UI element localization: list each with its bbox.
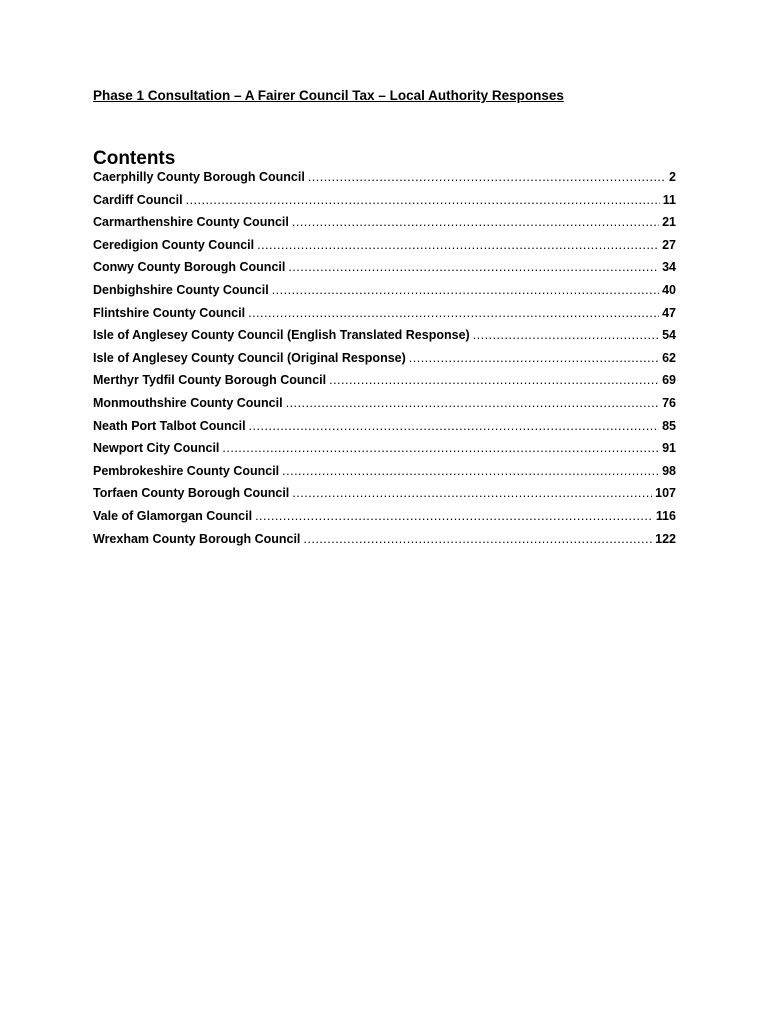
toc-dot-leader [286, 396, 660, 410]
toc-entry-caerphilly[interactable] [93, 170, 676, 193]
toc-dot-leader [222, 441, 659, 455]
toc-page-number: 76 [662, 395, 676, 410]
toc-entry-flintshire[interactable] [93, 306, 676, 329]
toc-entry-cardiff[interactable] [93, 193, 676, 216]
toc-entry-carmarthenshire[interactable] [93, 215, 676, 238]
toc-entry-vale-of-glamorgan[interactable] [93, 509, 676, 532]
toc-entry-label: Conwy County Borough Council [93, 260, 286, 275]
toc-dot-leader [255, 509, 653, 523]
toc-page-number: 21 [662, 215, 676, 230]
toc-entry-label: Cardiff Council [93, 192, 183, 207]
toc-entry-ceredigion[interactable] [93, 238, 676, 261]
toc-entry-label: Ceredigion County Council [93, 237, 255, 252]
toc-dot-leader [249, 419, 660, 433]
toc-dot-leader [292, 486, 652, 500]
toc-entry-label: Denbighshire County Council [93, 282, 269, 297]
toc-page-number: 11 [662, 192, 676, 207]
toc-entry-label: Newport City Council [93, 441, 220, 456]
toc-entry-label: Caerphilly County Borough Council [93, 170, 305, 184]
toc-entry-label: Vale of Glamorgan Council [93, 508, 253, 523]
toc-dot-leader [308, 170, 666, 184]
toc-page-number: 27 [662, 237, 676, 252]
toc-entry-anglesey-original[interactable] [93, 351, 676, 374]
toc-dot-leader [248, 306, 659, 320]
toc-entry-denbighshire[interactable] [93, 283, 676, 306]
toc-entry-label: Merthyr Tydfil County Borough Council [93, 373, 327, 388]
toc-entry-label: Torfaen County Borough Council [93, 486, 290, 501]
toc-page-number: 85 [662, 418, 676, 433]
toc-entry-label: Wrexham County Borough Council [93, 531, 301, 546]
toc-page-number: 98 [662, 463, 676, 478]
toc-entry-label: Isle of Anglesey County Council (Original Response) [93, 350, 406, 365]
toc-page-number: 54 [662, 328, 676, 343]
toc-entry-label: Monmouthshire County Council [93, 395, 283, 410]
toc-page-number: 2 [669, 170, 676, 184]
toc-page-number: 62 [662, 350, 676, 365]
toc-dot-leader [303, 532, 652, 546]
toc-entry-monmouthshire[interactable] [93, 396, 676, 419]
toc-entry-label: Flintshire County Council [93, 305, 246, 320]
toc-entry-merthyr-tydfil[interactable] [93, 373, 676, 396]
toc-entry-torfaen[interactable] [93, 486, 676, 509]
document-title: Phase 1 Consultation – A Fairer Council Tax – Local Authority Responses [93, 88, 564, 103]
toc-dot-leader [272, 283, 659, 297]
toc-entry-wrexham[interactable] [93, 532, 676, 555]
toc-dot-leader [257, 238, 659, 252]
toc-entry-neath-port-talbot[interactable] [93, 419, 676, 442]
toc-page-number: 122 [655, 531, 676, 546]
toc-dot-leader [329, 373, 659, 387]
toc-dot-leader [292, 215, 659, 229]
toc-entry-label: Neath Port Talbot Council [93, 418, 246, 433]
toc-dot-leader [409, 351, 659, 365]
toc-dot-leader [288, 260, 659, 274]
toc-page-number: 34 [662, 260, 676, 275]
toc-page-number: 91 [662, 441, 676, 456]
toc-page-number: 47 [662, 305, 676, 320]
toc-dot-leader [473, 328, 659, 342]
toc-entry-label: Pembrokeshire County Council [93, 463, 280, 478]
toc-page-number: 40 [662, 282, 676, 297]
toc-page-number: 69 [662, 373, 676, 388]
toc-dot-leader [186, 193, 660, 207]
toc-page-number: 116 [655, 508, 676, 523]
toc-entry-anglesey-translated[interactable] [93, 328, 676, 351]
toc-dot-leader [282, 464, 659, 478]
toc-entry-pembrokeshire[interactable] [93, 464, 676, 487]
toc-entry-label: Isle of Anglesey County Council (English Translated Response) [93, 328, 470, 343]
table-of-contents [93, 170, 676, 554]
toc-page-number: 107 [655, 486, 676, 501]
contents-heading: Contents [93, 148, 176, 169]
toc-entry-label: Carmarthenshire County Council [93, 215, 289, 230]
toc-entry-conwy[interactable] [93, 260, 676, 283]
toc-entry-newport[interactable] [93, 441, 676, 464]
